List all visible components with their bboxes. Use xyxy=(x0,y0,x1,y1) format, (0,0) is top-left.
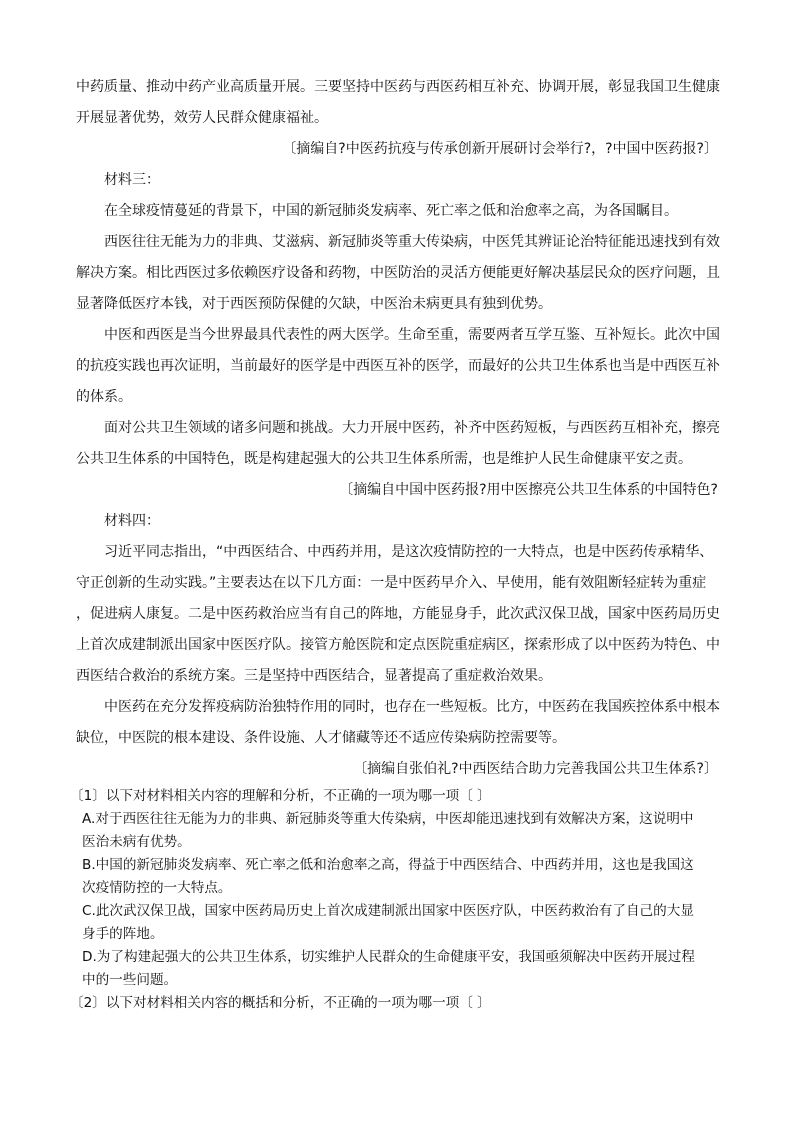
paragraph-line: 守正创新的生动实践。”主要表达在以下几方面：一是中医药早介入、早使用，能有效阻断轻症转为重症 xyxy=(76,575,707,591)
document-page xyxy=(70,72,720,1015)
paragraph-line: 公共卫生体系的中国特色，既是构建起强大的公共卫生体系所需，也是维护人民生命健康平安之责。 xyxy=(76,451,692,467)
option-line: B.中国的新冠肺炎发病率、死亡率之低和治愈率之高，得益于中西医结合、中西药并用，这也是我国这 xyxy=(82,857,694,873)
paragraph-line: 的抗疫实践也再次证明，当前最好的医学是中西医互补的医学，而最好的公共卫生体系也当是中西医互补 xyxy=(76,358,720,374)
paragraph-line: 西医往往无能为力的非典、艾滋病、新冠肺炎等重大传染病，中医凭其辨证论治特征能迅速找到有效 xyxy=(104,234,720,250)
source-citation: 〔摘编自?中医药抗疫与传承创新开展研讨会举行?，?中国中医药报?〕 xyxy=(282,141,718,157)
paragraph-line: 习近平同志指出，“中西医结合、中西药并用，是这次疫情防控的一大特点，也是中医药传承精华、 xyxy=(104,544,714,560)
paragraph-line: 西医结合救治的系统方案。三是坚持中西医结合，显著提高了重症救治效果。 xyxy=(76,668,552,684)
option-a[interactable] xyxy=(76,808,718,854)
option-line: A.对于西医往往无能为力的非典、新冠肺炎等重大传染病，中医却能迅速找到有效解决方案，这说明中 xyxy=(82,811,694,827)
question-stem: 〔1〕以下对材料相关内容的理解和分析，不正确的一项为哪一项〔 〕 xyxy=(70,788,491,804)
option-d[interactable] xyxy=(76,946,718,992)
paragraph-line: 上首次成建制派出国家中医医疗队。接管方舱医院和定点医院重症病区，探索形成了以中医药为特色、中 xyxy=(76,637,720,653)
source-citation: 〔摘编自张伯礼?中西医结合助力完善我国公共卫生体系?〕 xyxy=(353,761,718,777)
paragraph-line: 中医和西医是当今世界最具代表性的两大医学。生命至重，需要两者互学互鉴、互补短长。此次中国 xyxy=(104,327,720,343)
paragraph-line: 的体系。 xyxy=(76,389,132,405)
paragraph-line: 中医药在充分发挥疫病防治独特作用的同时，也存在一些短板。比方，中医药在我国疾控体系中根本 xyxy=(104,699,720,715)
material2-tail xyxy=(76,72,718,165)
section-heading: 材料三： xyxy=(104,172,160,188)
option-line: 中的一些问题。 xyxy=(82,972,178,988)
paragraph-line: 面对公共卫生领域的诸多问题和挑战。大力开展中医药，补齐中医药短板，与西医药互相补充，擦亮 xyxy=(104,420,720,436)
paragraph-line: 开展显著优势，效劳人民群众健康福祉。 xyxy=(76,110,328,126)
option-line: C.此次武汉保卫战，国家中医药局历史上首次成建制派出国家中医医疗队，中医药救治有了自己的大显 xyxy=(82,903,694,919)
option-line: 医治未病有优势。 xyxy=(82,834,191,850)
paragraph-line: 缺位，中医院的根本建设、条件设施、人才储藏等还不适应传染病防控需要等。 xyxy=(76,730,566,746)
paragraph-line: 解决方案。相比西医过多依赖医疗设备和药物，中医防治的灵活方便能更好解决基层民众的医疗问题，且 xyxy=(76,265,720,281)
material4 xyxy=(76,506,718,785)
paragraph-line: ，促进病人康复。二是中医药救治应当有自己的阵地，方能显身手，此次武汉保卫战，国家中医药局历史 xyxy=(76,606,720,622)
option-b[interactable] xyxy=(76,854,718,900)
questions xyxy=(70,785,718,1015)
question-stem: 〔2〕以下对材料相关内容的概括和分析，不正确的一项为哪一项〔 〕 xyxy=(70,995,491,1011)
material3 xyxy=(76,165,718,506)
section-heading: 材料四： xyxy=(104,513,160,529)
option-line: 次疫情防控的一大特点。 xyxy=(82,880,232,896)
paragraph-line: 显著降低医疗本钱，对于西医预防保健的欠缺，中医治未病更具有独到优势。 xyxy=(76,296,552,312)
paragraph-line: 在全球疫情蔓延的背景下，中国的新冠肺炎发病率、死亡率之低和治愈率之高，为各国瞩目。 xyxy=(104,203,678,219)
paragraph-line: 中药质量、推动中药产业高质量开展。三要坚持中医药与西医药相互补充、协调开展，彰显我国卫生健康 xyxy=(76,79,720,95)
option-line: 身手的阵地。 xyxy=(82,926,164,942)
source-citation: 〔摘编自中国中医药报?用中医擦亮公共卫生体系的中国特色? xyxy=(339,482,718,498)
option-line: D.为了构建起强大的公共卫生体系，切实维护人民群众的生命健康平安，我国亟须解决中医药开展过程 xyxy=(82,949,695,965)
option-c[interactable] xyxy=(76,900,718,946)
